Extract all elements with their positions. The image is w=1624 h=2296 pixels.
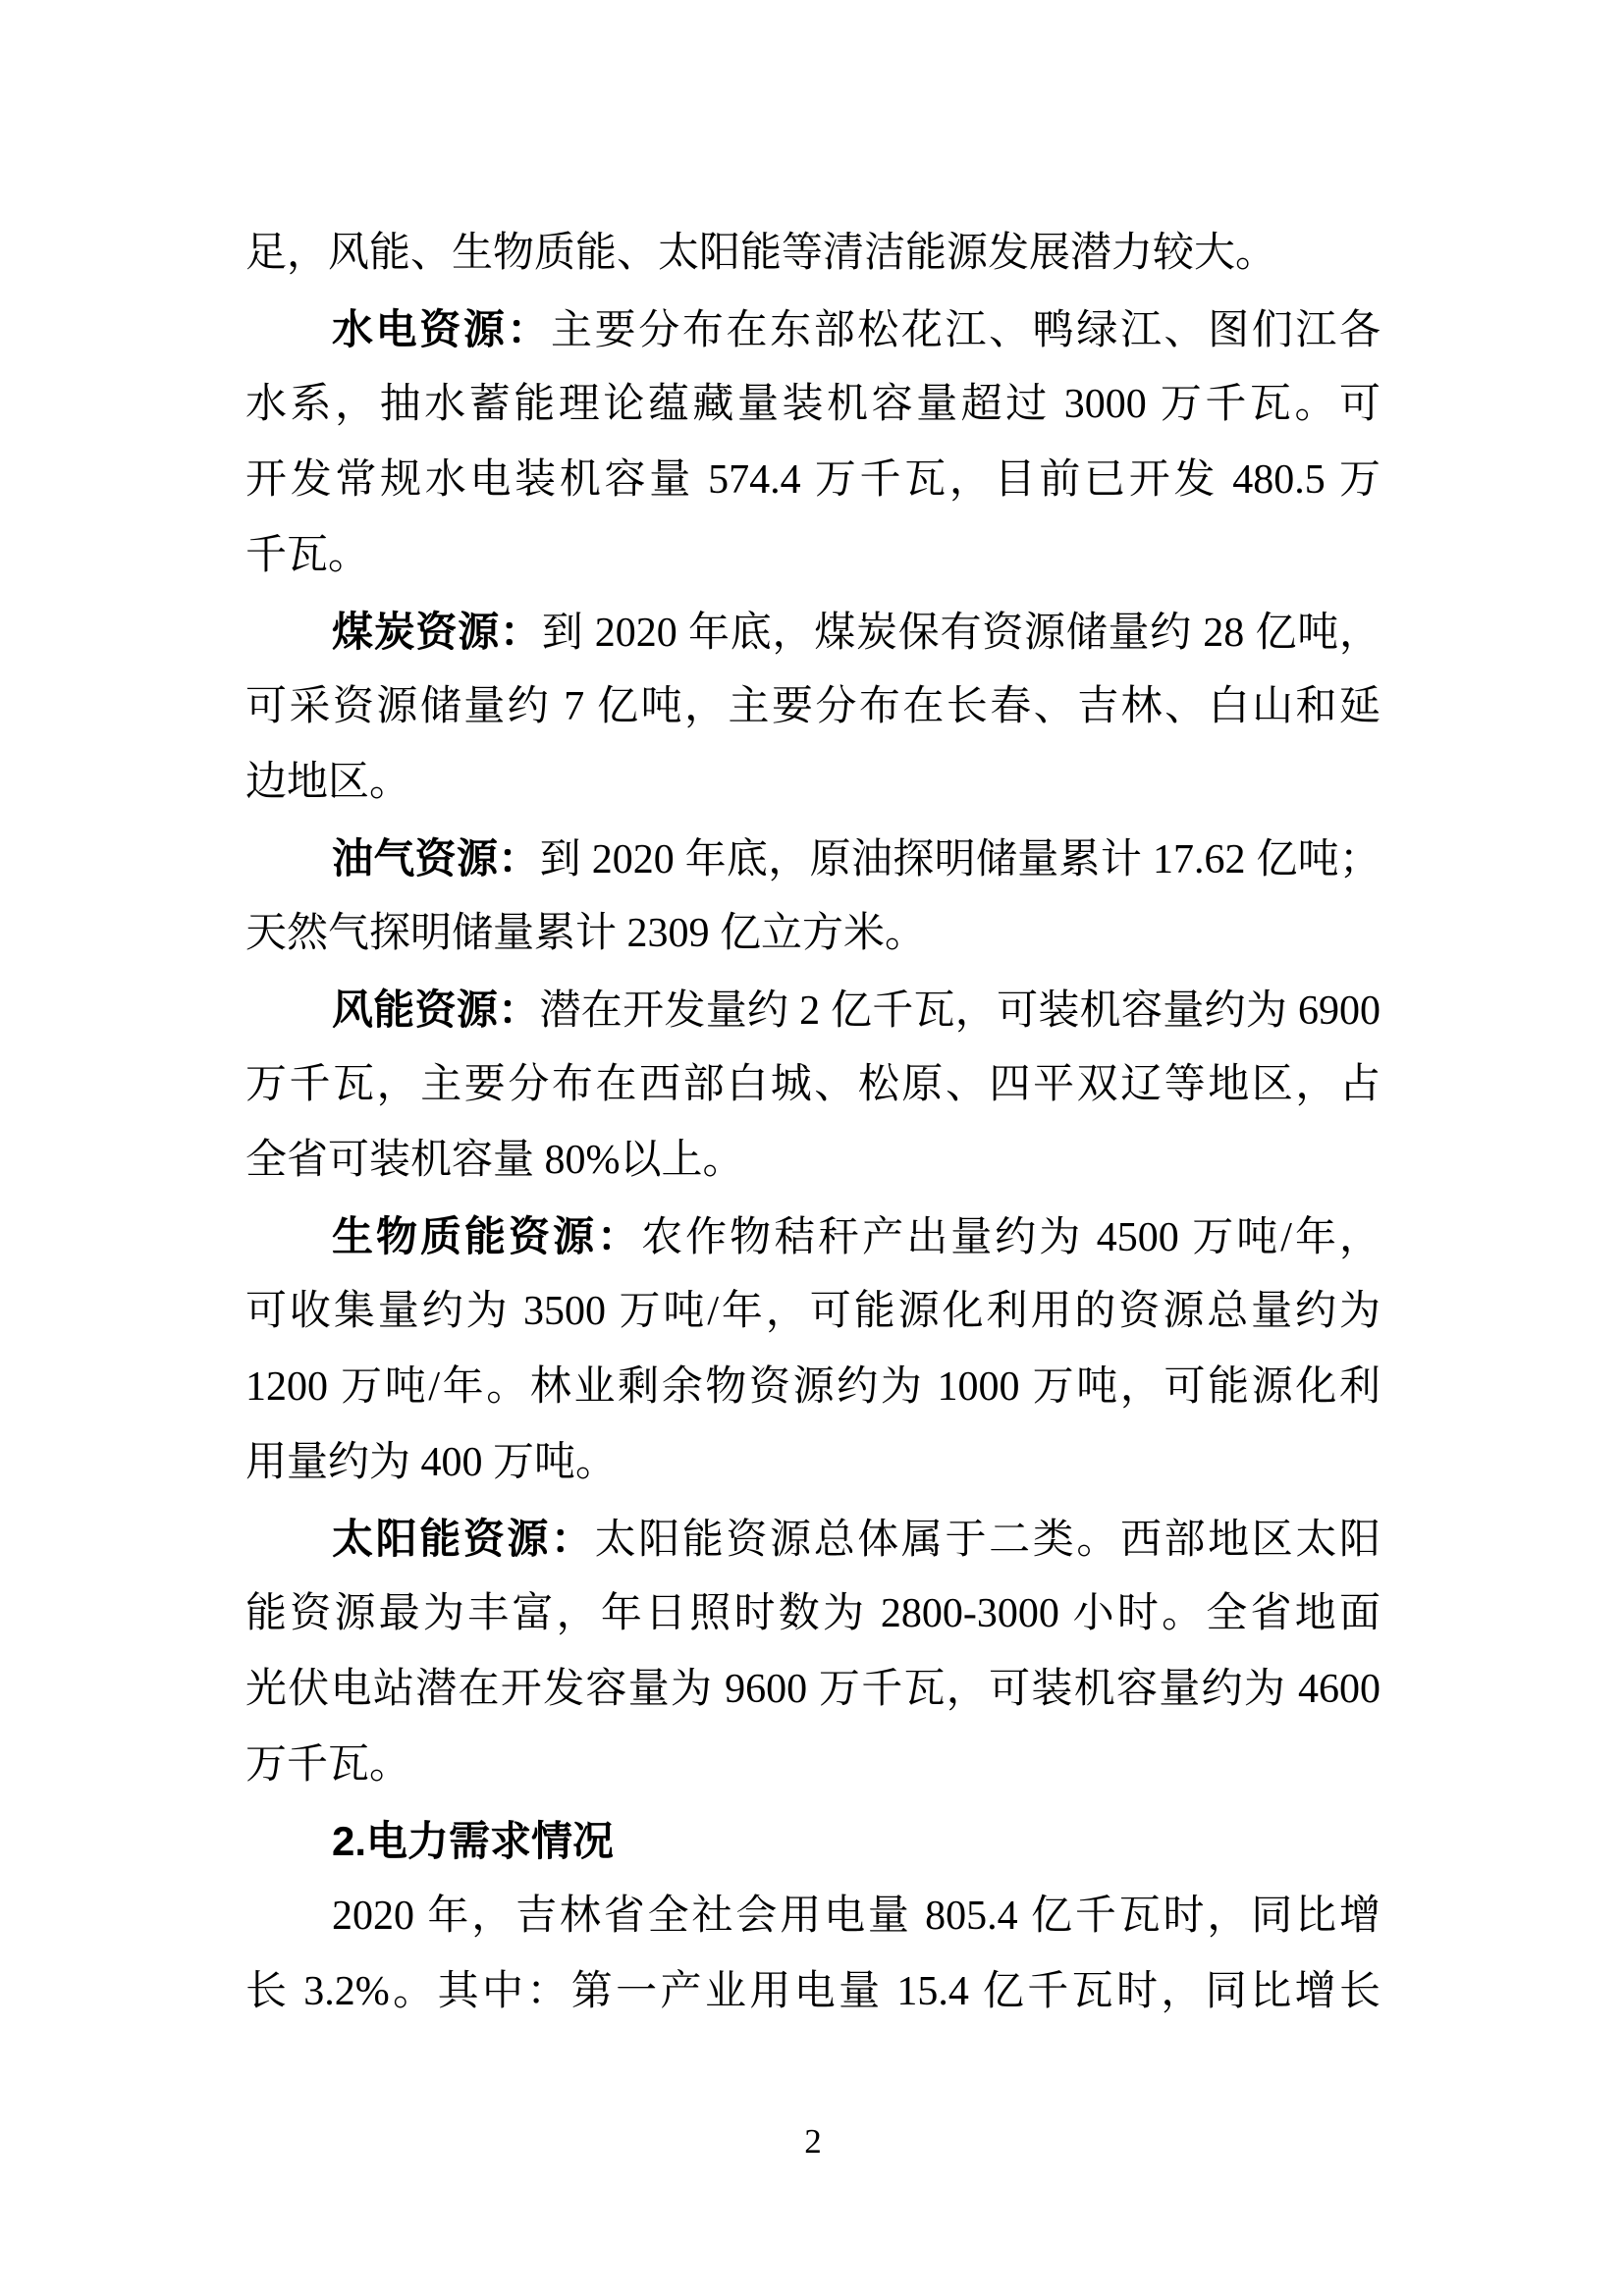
line-text: 可采资源储量约 7 亿吨，主要分布在长春、吉林、白山和延: [245, 684, 1380, 729]
line-text: 天然气探明储量累计 2309 亿立方米。: [245, 911, 927, 956]
line-text: 全省可装机容量 80%以上。: [245, 1138, 744, 1183]
text-line: [245, 1425, 1380, 1501]
line-text: 潜在开发量约 2 亿千瓦，可装机容量约为 6900: [539, 988, 1380, 1034]
body-text: [245, 216, 1380, 2030]
line-text: 到 2020 年底，煤炭保有资源储量约 28 亿吨，: [541, 611, 1380, 656]
line-text: 太阳能资源总体属于二类。西部地区太阳: [594, 1518, 1380, 1563]
text-line: [245, 518, 1380, 594]
text-line: [245, 669, 1380, 745]
line-text: 可收集量约为 3500 万吨/年，可能源化利用的资源总量约为: [245, 1289, 1380, 1334]
text-line: [245, 443, 1380, 518]
text-line: [245, 594, 1380, 669]
text-line: [245, 1728, 1380, 1803]
line-text: 主要分布在东部松花江、鸭绿江、图们江各: [551, 308, 1380, 353]
text-line: [245, 292, 1380, 367]
text-line: [245, 1350, 1380, 1425]
line-text: 万千瓦。: [245, 1742, 411, 1788]
paragraph-lead: 风能资源：: [332, 987, 540, 1033]
paragraph-lead: 油气资源：: [332, 835, 540, 881]
text-line: [245, 896, 1380, 972]
text-line: [245, 1501, 1380, 1576]
paragraph-lead: 太阳能资源：: [332, 1516, 595, 1562]
text-line: [245, 1047, 1380, 1123]
line-text: 千瓦。: [245, 533, 370, 578]
line-text: 农作物秸秆产出量约为 4500 万吨/年，: [641, 1215, 1380, 1260]
text-line: [245, 1274, 1380, 1350]
line-text: 水系，抽水蓄能理论蕴藏量装机容量超过 3000 万千瓦。可: [245, 382, 1380, 427]
text-line: [245, 745, 1380, 821]
text-line: [245, 367, 1380, 443]
line-text: 足，风能、生物质能、太阳能等清洁能源发展潜力较大。: [245, 231, 1277, 276]
text-line: [245, 1879, 1380, 1954]
heading-text: 2.电力需求情况: [332, 1818, 615, 1864]
paragraph-lead: 煤炭资源：: [332, 609, 542, 655]
paragraph-lead: 生物质能资源：: [332, 1213, 642, 1259]
line-text: 用量约为 400 万吨。: [245, 1440, 618, 1485]
text-line: [245, 1954, 1380, 2030]
section-heading: [245, 1803, 1380, 1879]
line-text: 边地区。: [245, 760, 411, 805]
line-text: 开发常规水电装机容量 574.4 万千瓦，目前已开发 480.5 万: [245, 457, 1380, 503]
line-text: 万千瓦，主要分布在西部白城、松原、四平双辽等地区，占: [245, 1062, 1380, 1107]
line-text: 长 3.2%。其中：第一产业用电量 15.4 亿千瓦时，同比增长: [245, 1969, 1380, 2014]
text-line: [245, 1123, 1380, 1199]
text-line: [245, 972, 1380, 1047]
text-line: [245, 216, 1380, 292]
line-text: 2020 年，吉林省全社会用电量 805.4 亿千瓦时，同比增: [332, 1894, 1380, 1939]
page-number: 2: [804, 2122, 822, 2161]
paragraph-lead: 水电资源：: [332, 306, 552, 352]
line-text: 能资源最为丰富，年日照时数为 2800-3000 小时。全省地面: [245, 1591, 1380, 1636]
line-text: 到 2020 年底，原油探明储量累计 17.62 亿吨；: [539, 837, 1380, 882]
text-line: [245, 821, 1380, 896]
line-text: 1200 万吨/年。林业剩余物资源约为 1000 万吨，可能源化利: [245, 1364, 1380, 1410]
text-line: [245, 1576, 1380, 1652]
text-line: [245, 1199, 1380, 1274]
line-text: 光伏电站潜在开发容量为 9600 万千瓦，可装机容量约为 4600: [245, 1667, 1380, 1712]
text-line: [245, 1652, 1380, 1728]
